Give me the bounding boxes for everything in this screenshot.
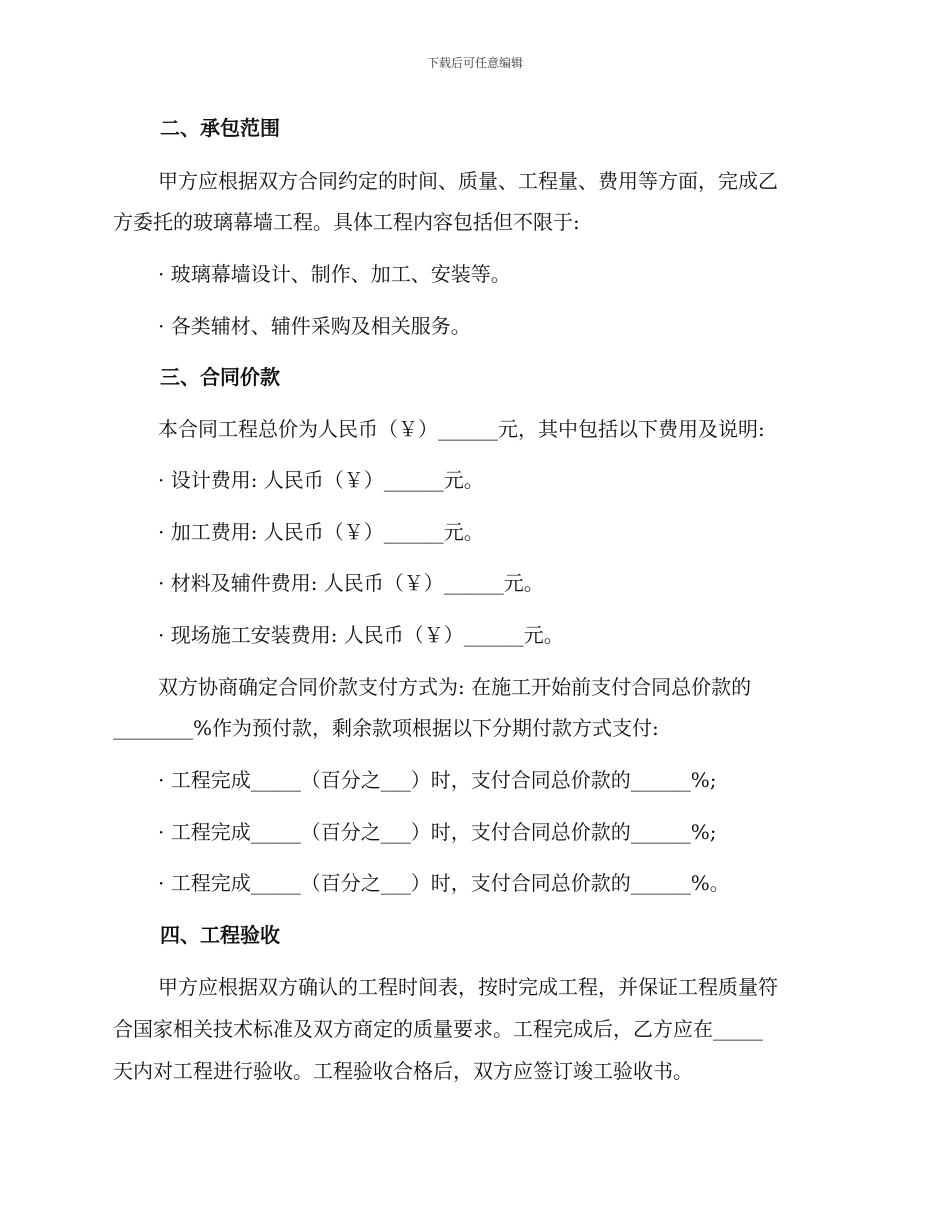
acceptance-paragraph-line2: 合国家相关技术标准及双方商定的质量要求。工程完成后，乙方应在_____ [113, 1017, 763, 1041]
acceptance-paragraph-line3: 天内对工程进行验收。工程验收合格后，双方应签订竣工验收书。 [113, 1059, 693, 1083]
scope-bullet-1: · 玻璃幕墙设计、制作、加工、安装等。 [158, 262, 511, 286]
fee-design: · 设计费用: 人民币（￥）______元。 [158, 468, 484, 492]
scope-paragraph-line1: 甲方应根据双方合同约定的时间、质量、工程量、费用等方面，完成乙 [158, 169, 778, 193]
header-note: 下载后可任意编辑 [426, 56, 523, 70]
section-heading-acceptance: 四、工程验收 [160, 923, 280, 947]
installment-1: · 工程完成_____（百分之___）时，支付合同总价款的______%; [158, 768, 717, 792]
scope-paragraph-line2: 方委托的玻璃幕墙工程。具体工程内容包括但不限于: [113, 210, 580, 234]
fee-processing: · 加工费用: 人民币（￥）______元。 [158, 520, 484, 544]
fee-materials: · 材料及辅件费用: 人民币（￥）______元。 [158, 571, 544, 595]
acceptance-paragraph-line1: 甲方应根据双方确认的工程时间表，按时完成工程，并保证工程质量符 [158, 975, 778, 999]
payment-method-line1: 双方协商确定合同价款支付方式为: 在施工开始前支付合同总价款的 [158, 675, 752, 699]
installment-2: · 工程完成_____（百分之___）时，支付合同总价款的______%; [158, 820, 717, 844]
fee-installation: · 现场施工安装费用: 人民币（￥）______元。 [158, 623, 564, 647]
section-heading-scope: 二、承包范围 [160, 116, 280, 140]
installment-3: · 工程完成_____（百分之___）时，支付合同总价款的______%。 [158, 871, 730, 895]
scope-bullet-2: · 各类辅材、辅件采购及相关服务。 [158, 314, 471, 338]
payment-method-line2: ________%作为预付款，剩余款项根据以下分期付款方式支付: [113, 716, 659, 740]
section-heading-price: 三、合同价款 [160, 365, 280, 389]
price-intro: 本合同工程总价为人民币（￥）______元，其中包括以下费用及说明: [158, 417, 765, 441]
